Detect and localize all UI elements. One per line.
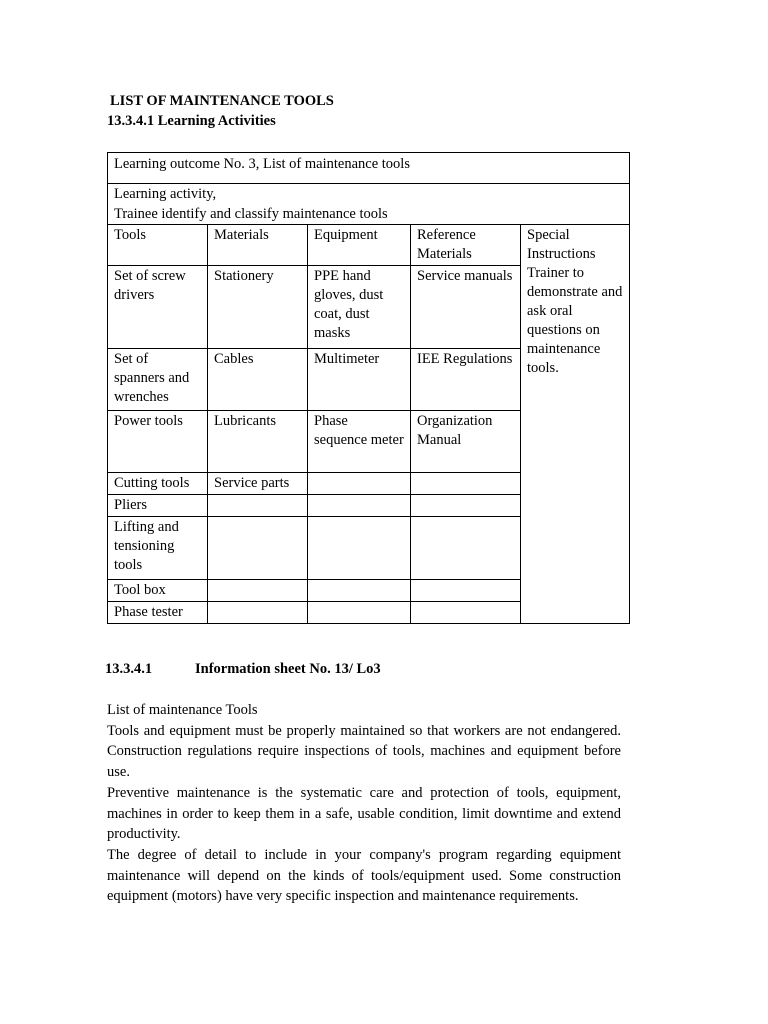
cell-tools: Tool box (108, 580, 208, 602)
cell-reference (411, 473, 521, 495)
cell-reference (411, 602, 521, 624)
special-instructions-cell: Special Instructions Trainer to demonstrate and ask oral questions on maintenance tools. (521, 225, 630, 624)
table-row (108, 153, 630, 184)
cell-equipment: PPE hand gloves, dust coat, dust masks (308, 266, 411, 349)
cell-tools: Lifting and tensioning tools (108, 517, 208, 580)
cell-tools: Pliers (108, 495, 208, 517)
section-title: Information sheet No. 13/ Lo3 (195, 661, 381, 677)
cell-tools: Set of screw drivers (108, 266, 208, 349)
activity-line-2: Trainee identify and classify maintenance tools (114, 206, 388, 222)
cell-reference: IEE Regulations (411, 349, 521, 411)
cell-tools: Power tools (108, 411, 208, 473)
cell-equipment (308, 473, 411, 495)
cell-materials (208, 580, 308, 602)
cell-materials: Lubricants (208, 411, 308, 473)
table-header-row (108, 225, 630, 266)
header-equipment: Equipment (308, 225, 411, 266)
cell-reference: Organization Manual (411, 411, 521, 473)
cell-tools: Phase tester (108, 602, 208, 624)
cell-materials: Cables (208, 349, 308, 411)
document-heading: LIST OF MAINTENANCE TOOLS (110, 93, 334, 109)
cell-equipment: Phase sequence meter (308, 411, 411, 473)
information-sheet-heading (105, 661, 381, 678)
cell-reference: Service manuals (411, 266, 521, 349)
cell-materials: Service parts (208, 473, 308, 495)
body-title: List of maintenance Tools (107, 702, 258, 718)
header-reference: Reference Materials (411, 225, 521, 266)
cell-tools: Set of spanners and wrenches (108, 349, 208, 411)
cell-tools: Cutting tools (108, 473, 208, 495)
cell-reference (411, 580, 521, 602)
activity-cell (108, 184, 630, 225)
cell-materials (208, 517, 308, 580)
cell-reference (411, 517, 521, 580)
information-body (107, 700, 621, 907)
cell-equipment: Multimeter (308, 349, 411, 411)
cell-equipment (308, 495, 411, 517)
cell-equipment (308, 517, 411, 580)
table-row (108, 184, 630, 225)
section-number: 13.3.4.1 (105, 661, 153, 677)
body-paragraph-3: The degree of detail to include in your company's program regarding equipment maintenance will depend on the kinds of tools/equipment used. Some construction equipment (motors) have very specific inspection and maintenance requirements. (107, 846, 621, 905)
learning-activities-heading: 13.3.4.1 Learning Activities (107, 113, 276, 129)
outcome-cell: Learning outcome No. 3, List of maintenance tools (108, 153, 630, 184)
cell-materials: Stationery (208, 266, 308, 349)
header-materials: Materials (208, 225, 308, 266)
cell-equipment (308, 580, 411, 602)
cell-materials (208, 495, 308, 517)
learning-activities-table (107, 152, 630, 624)
activity-line-1: Learning activity, (114, 186, 217, 202)
body-paragraph-1: Tools and equipment must be properly maintained so that workers are not endangered. Construction regulations require inspections of tools, machines and equipment before use. (107, 722, 621, 781)
cell-reference (411, 495, 521, 517)
body-paragraph-2: Preventive maintenance is the systematic care and protection of tools, equipment, machines in order to keep them in a safe, usable condition, limit downtime and extend productivity. (107, 784, 621, 843)
header-tools: Tools (108, 225, 208, 266)
cell-materials (208, 602, 308, 624)
cell-equipment (308, 602, 411, 624)
